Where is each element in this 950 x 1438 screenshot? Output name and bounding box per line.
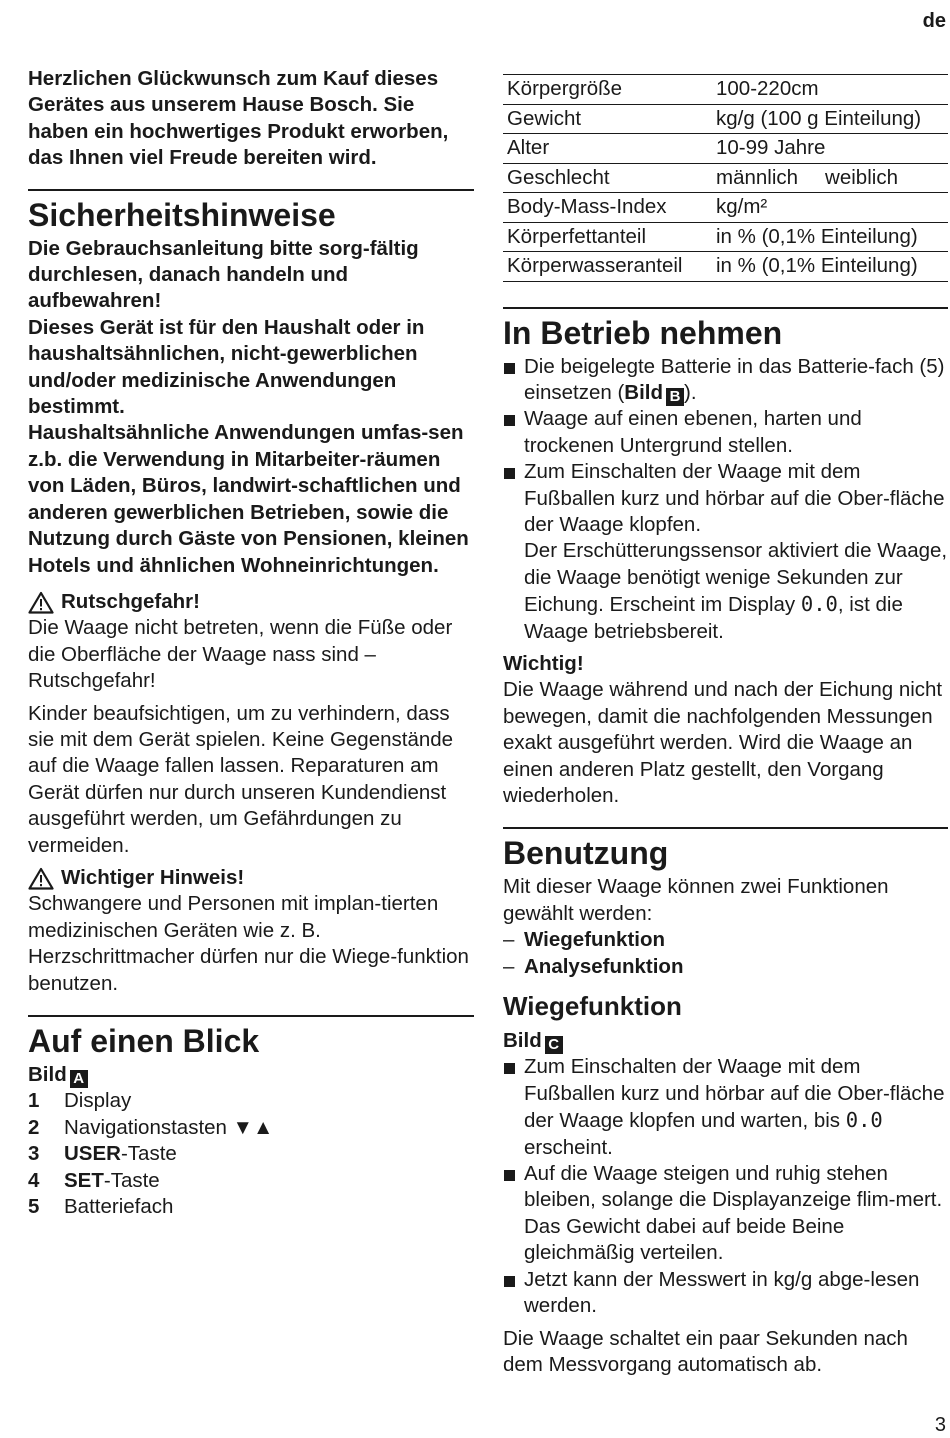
list-item: 1 Display (28, 1089, 132, 1113)
bullet-square-icon (503, 1054, 524, 1161)
wiege-steps (503, 1054, 948, 1319)
figure-letter-badge: C (545, 1036, 563, 1054)
table-row: Gewicht kg/g (100 g Einteilung) (503, 104, 948, 134)
betrieb-section (503, 309, 948, 352)
warning-text: Die Waage nicht betreten, wenn die Füße oder die Oberfläche der Waage nass sind – Rutschgefahr! (28, 616, 453, 693)
figure-reference: Bild A (28, 1062, 474, 1088)
warning-text: Schwangere und Personen mit implan-tierten medizinischen Geräten wie z. B. Herzschrittmacher dürfen nur die Wiege-funktion benutzen. (28, 892, 469, 995)
spec-table (503, 74, 948, 282)
benutzung-section (503, 829, 948, 872)
figure-letter-badge: B (666, 388, 684, 406)
list-item: 5 Batteriefach (28, 1195, 174, 1219)
wiege-end-text: Die Waage schaltet ein paar Sekunden nach dem Messvorgang automatisch ab. (503, 1326, 908, 1376)
betrieb-steps (503, 354, 948, 645)
warning-triangle-icon (28, 591, 54, 614)
important-title: Wichtig! (503, 651, 584, 675)
bullet-square-icon (503, 1267, 524, 1320)
wiege-heading: Wiegefunktion (503, 991, 682, 1022)
list-item: 4 SET-Taste (28, 1168, 160, 1192)
function-list (503, 927, 948, 980)
safety-paragraph: Kinder beaufsichtigen, um zu verhindern, dass sie mit dem Gerät spielen. Keine Gegenstände auf die Waage fallen lassen. Reparaturen am Gerät dürfen nur durch unseren Kundendienst ausgeführt werden, um Gefährdungen zu vermeiden. (28, 701, 454, 857)
table-row: Geschlecht männlich weiblich (503, 163, 948, 193)
overview-heading: Auf einen Blick (28, 1023, 260, 1059)
important-text: Die Waage während und nach der Eichung nicht bewegen, damit die nachfolgenden Messungen exakt ausgeführt werden. Wird die Waage an einen anderen Platz gestellt, den Vorgang wiederholen. (503, 678, 943, 807)
list-item: Auf die Waage steigen und ruhig stehen bleiben, solange die Displayanzeige flim-mert. Das Gewicht dabei auf beide Beine gleichmäßig verteilen. (503, 1161, 948, 1267)
bullet-square-icon (503, 1161, 524, 1267)
display-reading: 0.0 (845, 1108, 883, 1133)
table-row: Körperfettanteil in % (0,1% Einteilung) (503, 222, 948, 252)
safety-heading: Sicherheitshinweise (28, 196, 336, 233)
betrieb-heading: In Betrieb nehmen (503, 314, 783, 351)
list-item: Zum Einschalten der Waage mit dem Fußballen kurz und hörbar auf die Ober-fläche der Waage klopfen. Der Erschütterungssensor aktiviert die Waage, die Waage benötigt wenige Sekunden zur Eichung. Erscheint im Display 0.0, ist die Waage betriebsbereit. (503, 459, 948, 645)
overview-section (28, 1017, 474, 1060)
benutzung-text: Mit dieser Waage können zwei Funktionen gewählt werden: (503, 875, 889, 925)
table-row: Body-Mass-Index kg/m² (503, 193, 948, 223)
list-item: – Analysefunktion (503, 954, 684, 978)
display-reading: 0.0 (800, 592, 838, 617)
page-number: 3 (934, 1414, 946, 1436)
safety-paragraph: Die Gebrauchsanleitung bitte sorg-fältig durchlesen, danach handeln und aufbewahren! (28, 236, 419, 313)
intro-paragraph: Herzlichen Glückwunsch zum Kauf dieses Gerätes aus unserem Hause Bosch. Sie haben ein hochwertiges Produkt erworben, das Ihnen viel Freude bereiten wird. (28, 67, 449, 170)
warning-important (28, 865, 474, 891)
list-item: – Wiegefunktion (503, 928, 666, 952)
table-row: Körpergröße 100-220cm (503, 75, 948, 105)
bullet-square-icon (503, 459, 524, 645)
table-row: Alter 10-99 Jahre (503, 134, 948, 164)
list-item: Waage auf einen ebenen, harten und trockenen Untergrund stellen. (503, 406, 948, 459)
list-item: 2 Navigationstasten ▼▲ (28, 1115, 274, 1139)
figure-reference: Bild C (503, 1028, 948, 1054)
safety-section (28, 191, 474, 234)
list-item: Zum Einschalten der Waage mit dem Fußballen kurz und hörbar auf die Ober-fläche der Waage klopfen und warten, bis 0.0 erscheint. (503, 1054, 948, 1161)
safety-paragraph: Haushaltsähnliche Anwendungen umfas-sen z.b. die Verwendung in Mitarbeiter-räumen von Läden, Büros, landwirt-schaftlichen und anderen gewerblichen Betrieben, sowie die Nutzung durch Gäste von Pensionen, kleinen Hotels und ähnlichen Wohneinrichtungen. (28, 421, 469, 577)
safety-paragraph: Dieses Gerät ist für den Haushalt oder in haushaltsähnlichen, nicht-gewerblichen und/oder medizinische Anwendungen bestimmt. (28, 315, 425, 419)
figure-letter-badge: A (70, 1070, 88, 1088)
list-item: Die beigelegte Batterie in das Batterie-fach (5) einsetzen (Bild B ). (503, 354, 948, 407)
warning-slip (28, 589, 474, 615)
warning-title: Rutschgefahr! (61, 589, 200, 613)
right-column (503, 74, 948, 1378)
list-item: 3 USER-Taste (28, 1142, 177, 1166)
parts-list (28, 1088, 474, 1220)
list-item: Jetzt kann der Messwert in kg/g abge-lesen werden. (503, 1267, 948, 1320)
bullet-square-icon (503, 354, 524, 407)
warning-triangle-icon (28, 867, 54, 890)
table-row: Körperwasseranteil in % (0,1% Einteilung) (503, 252, 948, 282)
warning-title: Wichtiger Hinweis! (61, 865, 245, 889)
language-code: de (922, 10, 946, 32)
left-column (28, 66, 474, 1220)
benutzung-heading: Benutzung (503, 835, 669, 872)
bullet-square-icon (503, 406, 524, 459)
